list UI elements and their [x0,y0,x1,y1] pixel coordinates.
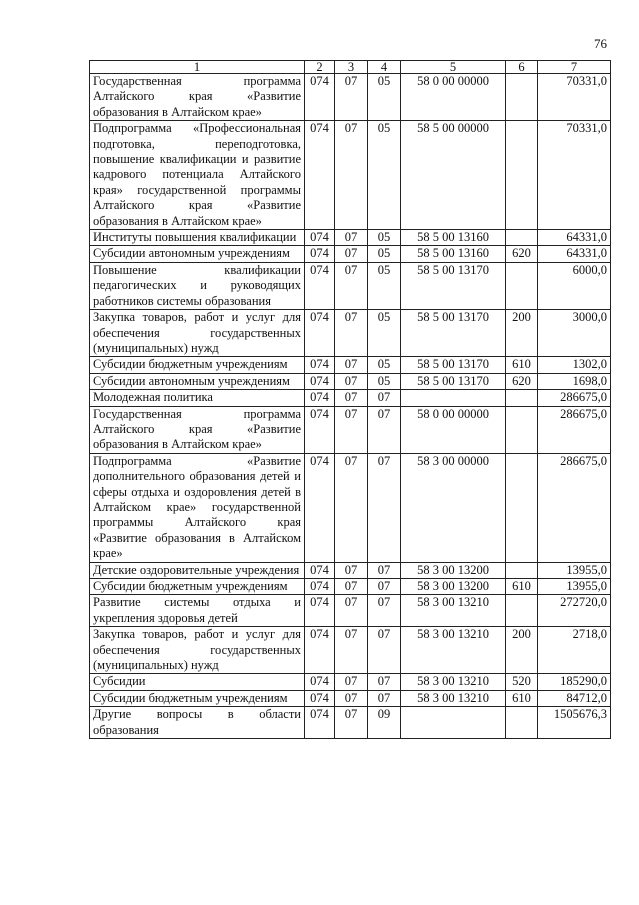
expense-type-code: 610 [506,357,538,373]
amount: 286675,0 [538,406,611,453]
expense-type-code [506,262,538,309]
target-article-code: 58 3 00 13200 [401,579,506,595]
table-row [90,230,611,246]
row-name: Подпрограмма «Развитие дополнительного образования детей и сферы отдыха и оздоровления детей в Алтайском крае» государственной программы Алтайского края «Развитие образования в Алтайском крае» [90,453,305,562]
column-header: 2 [305,61,335,74]
expense-type-code: 610 [506,690,538,706]
table-row [90,690,611,706]
section-code: 07 [335,262,368,309]
target-article-code: 58 5 00 13160 [401,246,506,262]
page-number: 76 [594,36,607,51]
expense-type-code [506,562,538,578]
expense-type-code [506,74,538,121]
target-article-code: 58 5 00 13170 [401,310,506,357]
ministry-code: 074 [305,579,335,595]
section-code: 07 [335,707,368,739]
row-name: Субсидии бюджетным учреждениям [90,357,305,373]
amount: 13955,0 [538,579,611,595]
ministry-code: 074 [305,74,335,121]
expense-type-code [506,453,538,562]
budget-table [89,60,611,739]
target-article-code: 58 3 00 13210 [401,595,506,627]
table-body [90,74,611,739]
table-row [90,627,611,674]
section-code: 07 [335,230,368,246]
subsection-code: 07 [368,390,401,406]
table-row [90,310,611,357]
amount: 84712,0 [538,690,611,706]
section-code: 07 [335,562,368,578]
expense-type-code [506,390,538,406]
subsection-code: 07 [368,579,401,595]
expense-type-code: 520 [506,674,538,690]
expense-type-code: 620 [506,246,538,262]
ministry-code: 074 [305,390,335,406]
row-name: Другие вопросы в области образования [90,707,305,739]
target-article-code: 58 3 00 13210 [401,627,506,674]
row-name: Субсидии бюджетным учреждениям [90,690,305,706]
target-article-code: 58 5 00 00000 [401,121,506,230]
row-name: Повышение квалификации педагогических и руководящих работников системы образования [90,262,305,309]
section-code: 07 [335,627,368,674]
ministry-code: 074 [305,453,335,562]
amount: 272720,0 [538,595,611,627]
table-row [90,357,611,373]
amount: 286675,0 [538,390,611,406]
ministry-code: 074 [305,262,335,309]
row-name: Субсидии автономным учреждениям [90,246,305,262]
ministry-code: 074 [305,373,335,389]
section-code: 07 [335,357,368,373]
target-article-code: 58 3 00 13200 [401,562,506,578]
expense-type-code: 610 [506,579,538,595]
row-name: Закупка товаров, работ и услуг для обеспечения государственных (муниципальных) нужд [90,310,305,357]
table-row [90,674,611,690]
subsection-code: 07 [368,674,401,690]
table-row [90,262,611,309]
table-header-row [90,61,611,74]
subsection-code: 07 [368,562,401,578]
table-row [90,707,611,739]
table-row [90,406,611,453]
expense-type-code: 200 [506,310,538,357]
subsection-code: 05 [368,357,401,373]
section-code: 07 [335,121,368,230]
table-row [90,74,611,121]
section-code: 07 [335,406,368,453]
subsection-code: 05 [368,310,401,357]
section-code: 07 [335,246,368,262]
subsection-code: 07 [368,406,401,453]
amount: 1505676,3 [538,707,611,739]
section-code: 07 [335,390,368,406]
subsection-code: 07 [368,453,401,562]
subsection-code: 05 [368,121,401,230]
amount: 70331,0 [538,121,611,230]
table-row [90,373,611,389]
ministry-code: 074 [305,690,335,706]
target-article-code: 58 5 00 13170 [401,262,506,309]
section-code: 07 [335,674,368,690]
target-article-code: 58 3 00 13210 [401,690,506,706]
subsection-code: 09 [368,707,401,739]
target-article-code: 58 0 00 00000 [401,406,506,453]
ministry-code: 074 [305,121,335,230]
ministry-code: 074 [305,406,335,453]
target-article-code: 58 3 00 00000 [401,453,506,562]
table-row [90,246,611,262]
row-name: Развитие системы отдыха и укрепления здоровья детей [90,595,305,627]
section-code: 07 [335,310,368,357]
table-row [90,579,611,595]
ministry-code: 074 [305,562,335,578]
ministry-code: 074 [305,246,335,262]
row-name: Государственная программа Алтайского края «Развитие образования в Алтайском крае» [90,406,305,453]
ministry-code: 074 [305,627,335,674]
row-name: Закупка товаров, работ и услуг для обеспечения государственных (муниципальных) нужд [90,627,305,674]
amount: 1698,0 [538,373,611,389]
table-row [90,390,611,406]
amount: 64331,0 [538,246,611,262]
expense-type-code [506,707,538,739]
target-article-code [401,707,506,739]
subsection-code: 05 [368,74,401,121]
subsection-code: 07 [368,595,401,627]
target-article-code: 58 5 00 13170 [401,357,506,373]
table-row [90,453,611,562]
section-code: 07 [335,373,368,389]
column-header: 4 [368,61,401,74]
column-header: 1 [90,61,305,74]
target-article-code: 58 3 00 13210 [401,674,506,690]
subsection-code: 05 [368,230,401,246]
amount: 286675,0 [538,453,611,562]
column-header: 3 [335,61,368,74]
expense-type-code [506,121,538,230]
section-code: 07 [335,579,368,595]
subsection-code: 05 [368,262,401,309]
row-name: Субсидии автономным учреждениям [90,373,305,389]
ministry-code: 074 [305,357,335,373]
ministry-code: 074 [305,674,335,690]
row-name: Субсидии [90,674,305,690]
section-code: 07 [335,595,368,627]
table-row [90,121,611,230]
amount: 3000,0 [538,310,611,357]
row-name: Подпрограмма «Профессиональная подготовка, переподготовка, повышение квалификации и развитие кадрового потенциала Алтайского края» государственной программы Алтайского края «Развитие образования в Алтайском крае» [90,121,305,230]
subsection-code: 07 [368,690,401,706]
column-header: 7 [538,61,611,74]
section-code: 07 [335,74,368,121]
amount: 1302,0 [538,357,611,373]
amount: 185290,0 [538,674,611,690]
expense-type-code [506,230,538,246]
amount: 13955,0 [538,562,611,578]
amount: 70331,0 [538,74,611,121]
expense-type-code [506,595,538,627]
table-row [90,595,611,627]
row-name: Государственная программа Алтайского края «Развитие образования в Алтайском крае» [90,74,305,121]
expense-type-code [506,406,538,453]
subsection-code: 05 [368,373,401,389]
ministry-code: 074 [305,595,335,627]
amount: 64331,0 [538,230,611,246]
ministry-code: 074 [305,230,335,246]
section-code: 07 [335,453,368,562]
row-name: Субсидии бюджетным учреждениям [90,579,305,595]
row-name: Институты повышения квалификации [90,230,305,246]
ministry-code: 074 [305,310,335,357]
table-row [90,562,611,578]
subsection-code: 05 [368,246,401,262]
subsection-code: 07 [368,627,401,674]
target-article-code: 58 5 00 13170 [401,373,506,389]
expense-type-code: 620 [506,373,538,389]
column-header: 6 [506,61,538,74]
ministry-code: 074 [305,707,335,739]
row-name: Молодежная политика [90,390,305,406]
amount: 6000,0 [538,262,611,309]
target-article-code: 58 5 00 13160 [401,230,506,246]
column-header: 5 [401,61,506,74]
expense-type-code: 200 [506,627,538,674]
amount: 2718,0 [538,627,611,674]
target-article-code: 58 0 00 00000 [401,74,506,121]
target-article-code [401,390,506,406]
section-code: 07 [335,690,368,706]
row-name: Детские оздоровительные учреждения [90,562,305,578]
